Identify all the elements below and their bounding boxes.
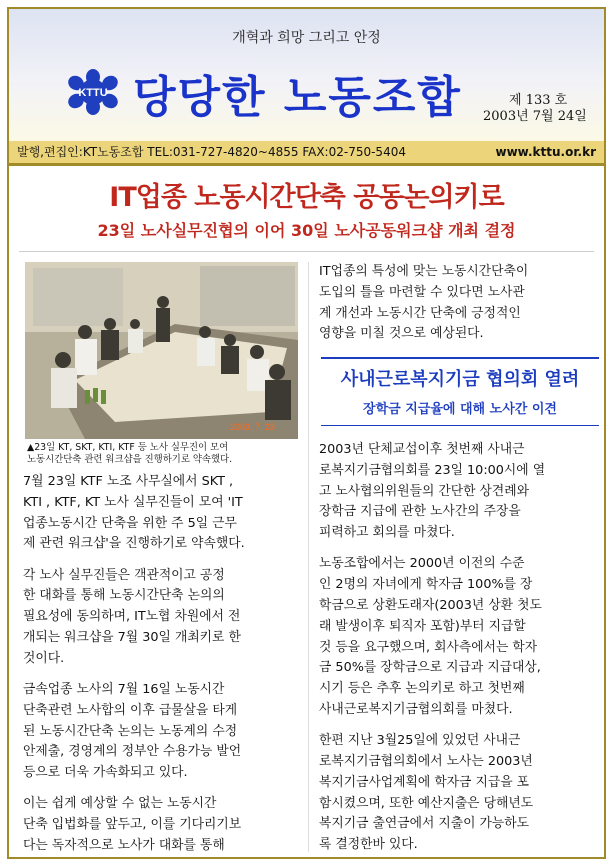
- text-line: 금속업종 노사의 7월 16일 노동시간: [23, 681, 225, 697]
- lead-body-continued: [319, 262, 597, 345]
- text-line: 래 발생이후 퇴직자 포함)부터 지급할: [319, 618, 526, 634]
- newsletter-title: 당당한 노동조합: [133, 72, 462, 123]
- paragraph: [23, 472, 301, 555]
- paragraph: [319, 731, 599, 856]
- publisher-info: 발행,편집인:KT노동조합 TEL:031-727-4820~4855 FAX:02-750-5404: [17, 145, 406, 159]
- text-line: 것 등을 요구했으며, 회사측에서는 학자: [319, 639, 538, 655]
- text-line: 사내근로복지기금협의회를 마쳤다.: [319, 701, 513, 717]
- text-line: 제 관련 워크샵'을 진행하기로 약속했다.: [23, 536, 245, 552]
- text-line: 함시켰으며, 또한 예산지출은 당해년도: [319, 795, 534, 811]
- text-line: 장학금 지급에 관한 노사간의 주장을: [319, 504, 521, 520]
- text-line: 다는 독자적으로 노사가 대화를 통해: [23, 837, 225, 853]
- paragraph: [23, 566, 301, 670]
- text-line: 금 50%를 장학금으로 지급과 지급대상,: [319, 660, 541, 676]
- info-bar: [9, 141, 604, 163]
- meeting-photo: [25, 262, 298, 439]
- header-divider: [9, 163, 604, 166]
- newsletter-page: [7, 7, 606, 859]
- paragraph: [319, 262, 597, 345]
- second-article-body: [319, 440, 599, 856]
- text-line: 복지기금 출연금에서 지출이 가능하도: [319, 816, 529, 832]
- text-line: 복지기금사업계획에 학자금 지급을 포: [319, 774, 529, 790]
- slogan: 개혁과 희망 그리고 안정: [232, 30, 381, 46]
- paragraph: [319, 554, 599, 720]
- text-line: 학금으로 상환도래자(2003년 상환 첫도: [319, 597, 542, 613]
- kttu-logo-icon: [65, 68, 121, 116]
- text-line: IT업종의 특성에 맞는 노동시간단축이: [319, 264, 529, 279]
- lead-headline: IT업종 노동시간단축 공동논의키로: [109, 182, 504, 213]
- text-line: 영향을 미칠 것으로 예상된다.: [319, 326, 484, 342]
- text-line: 7월 23일 KTF 노조 사무실에서 SKT ,: [23, 474, 234, 489]
- text-line: 로복지기금협의회에서 노사는 2003년: [319, 753, 533, 769]
- text-line: 안제출, 경영계의 정부안 수용가능 발언: [23, 744, 242, 760]
- lead-subheadline: 23일 노사실무진협의 이어 30일 노사공동워크샵 개최 결정: [97, 221, 516, 240]
- issue-date: 2003년 7월 24일: [483, 109, 587, 124]
- article-divider: [321, 425, 599, 426]
- column-divider: [308, 262, 309, 852]
- text-line: 된 노동시간단축 논의는 노동계의 수정: [23, 723, 238, 739]
- text-line: 단축관련 노사합의 이후 급물살을 타게: [23, 702, 238, 718]
- second-subheadline: 장학금 지급율에 대해 노사간 이견: [363, 402, 557, 417]
- text-line: 시기 등은 추후 논의키로 하고 첫번째: [319, 681, 525, 697]
- text-line: 노동조합에서는 2000년 이전의 수준: [319, 556, 525, 572]
- issue-number: 제 133 호: [509, 93, 568, 108]
- caption-line: ▲23일 KT, SKT, KTI, KTF 등 노사 실무진이 모여: [27, 442, 229, 453]
- text-line: 이는 쉽게 예상할 수 없는 노동시간: [23, 796, 217, 812]
- paragraph: [23, 794, 301, 856]
- text-line: 피력하고 회의를 마쳤다.: [319, 525, 455, 541]
- paragraph: [23, 680, 301, 784]
- lead-body-left: [23, 472, 301, 857]
- article-divider: [321, 357, 599, 359]
- text-line: 등으로 더욱 가속화되고 있다.: [23, 765, 188, 781]
- second-headline: 사내근로복지기금 협의회 열려: [340, 369, 580, 390]
- text-line: 인 2명의 자녀에게 학자금 100%를 장: [319, 577, 533, 593]
- text-line: 한 대화를 통해 노동시간단축 논의의: [23, 588, 225, 604]
- photo-date-stamp: 2003. 7. 23: [230, 422, 276, 432]
- text-line: 계 개선과 노동시간 단축에 긍정적인: [319, 305, 521, 321]
- text-line: KTI , KTF, KT 노사 실무진들이 모여 'IT: [23, 494, 243, 510]
- text-line: 록 결정한바 있다.: [319, 837, 418, 853]
- text-line: 로복지기금협의회를 23일 10:00시에 열: [319, 462, 546, 478]
- text-line: 한편 지난 3월25일에 있었던 사내근: [319, 733, 521, 749]
- photo-caption: [27, 442, 299, 466]
- website-link[interactable]: www.kttu.or.kr: [495, 145, 596, 159]
- text-line: 2003년 단체교섭이후 첫번째 사내근: [319, 442, 525, 457]
- text-line: 고 노사협의위원들의 간단한 상견례와: [319, 483, 529, 499]
- text-line: 단축 입법화를 앞두고, 이를 기다리기보: [23, 817, 242, 833]
- masthead: [9, 9, 604, 141]
- text-line: 도입의 틀을 마련할 수 있다면 노사관: [319, 284, 525, 300]
- headline-divider: [19, 251, 594, 252]
- logo-text: KTTU: [78, 87, 108, 99]
- text-line: 업종노동시간 단축을 위한 주 5일 근무: [23, 515, 237, 531]
- text-line: 필요성에 동의하며, IT노협 차원에서 전: [23, 609, 241, 625]
- text-line: 것이다.: [23, 650, 65, 666]
- paragraph: [319, 440, 599, 544]
- text-line: 각 노사 실무진들은 객관적이고 공정: [23, 567, 225, 583]
- caption-line: 노동시간단축 관련 워크샵을 진행하기로 약속했다.: [27, 454, 233, 465]
- text-line: 개되는 워크샵을 7월 30일 개최키로 한: [23, 629, 241, 645]
